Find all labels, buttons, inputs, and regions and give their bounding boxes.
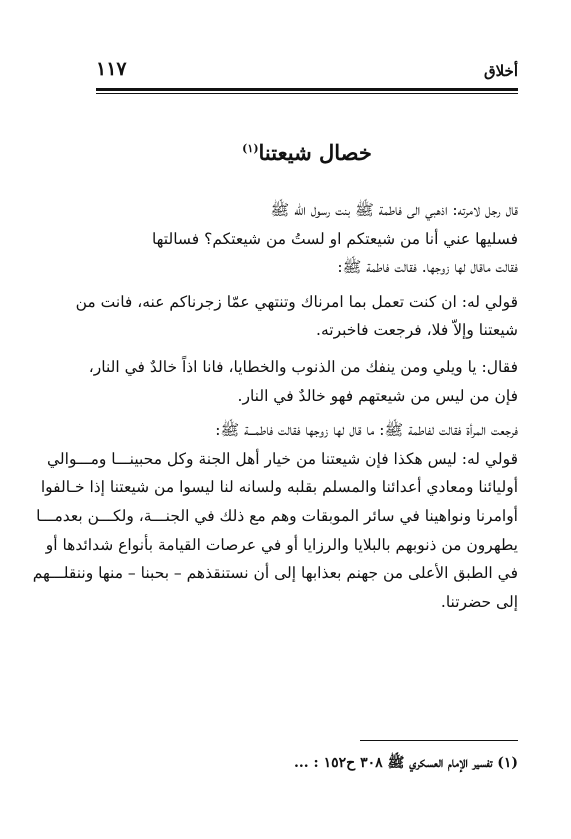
text-line: قال رجل لامرته: اذهبي الى فاطمة ﷺ بنت رسول الله ﷺ [270,201,518,219]
text-line: في الطبق الأعلى من جهنم بعذابها إلى أن نستنقذهم – بحبنا – منها وننقلـــهم [32,564,518,583]
header-rule-thick [96,88,518,91]
paragraph [32,416,518,616]
footnote: (١) تفسير الإمام العسكري ﷺ ٣٠٨ ح١٥٢ : ... [294,755,518,771]
text-line: قولي له: ان كنت تعمل بما امرناك وتنتهي عمّا زجرناكم عنه، فانت من [75,292,518,311]
page-header [96,58,518,82]
footnote-rule [360,740,518,741]
paragraph [75,288,518,345]
paragraph [88,353,518,410]
text-line: فإن من ليس من شيعتهم فهو خالدٌ في النار. [237,386,518,405]
text-line: أوامرنا ونواهينا في سائر الموبقات وهم مع ذلك في الجنـــة، ولكـــن بعدمـــا [36,506,518,525]
paragraph [96,196,518,282]
text-line: فقال: يا ويلي ومن ينفك من الذنوب والخطايا، فانا اذاً خالدٌ في النار، [88,357,518,376]
text-line: فرجعت المرأة فقالت لفاطمة ﷺ: ما قال لها زوجها فقالت فاطمـــة ﷺ: [215,421,518,440]
text-line: شيعتنا وإلاّ فلا، فرجعت فاخبرته. [316,321,518,340]
text-line: فسليها عني أنا من شيعتكم او لستُ من شيعتكم؟ فسالتها [151,229,518,248]
header-rule-thin [96,93,518,94]
text-line: فقالت ماقال لها زوجها. فقالت فاطمة ﷺ: [337,258,518,277]
text-line: أوليائنا ومعادي أعدائنا والمسلم بقلبه ولسانه لنا ليسوا من شيعتنا إذا خـالفوا [40,478,518,497]
section-title: خصال شيعتنا [258,140,372,165]
text-line: قولي له: ليس هكذا فإن شيعتنا من خيار أهل الجنة وكل محبينـــا ومـــوالي [47,449,518,468]
body-text [32,196,518,620]
footnote-marker: (١) [242,142,259,155]
text-line: إلى حضرتنا. [440,592,518,611]
section-heading [96,140,518,165]
running-title: أخلاق [483,62,518,80]
text-line: يطهرون من ذنوبهم بالبلايا والرزايا أو في عرصات القيامة بأنواع شدائدها أو [45,535,518,554]
page-number: ١١٧ [96,58,127,80]
